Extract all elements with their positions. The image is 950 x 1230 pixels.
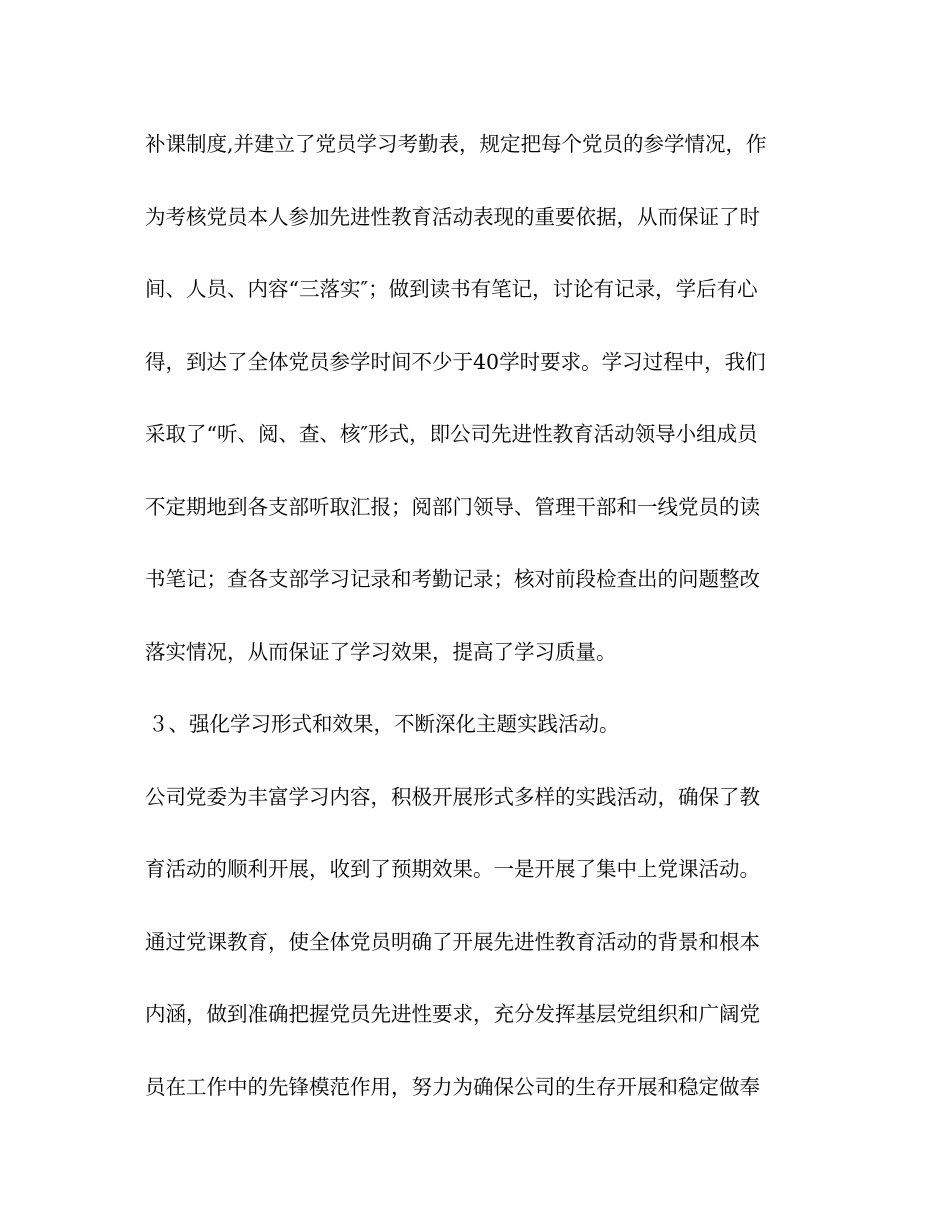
text-line-8: 落实情况，从而保证了学习效果，提高了学习质量。 (145, 640, 617, 664)
section-heading-3: ３、强化学习形式和效果，不断深化主题实践活动。 (148, 712, 620, 736)
text-line-12: 通过党课教育，使全体党员明确了开展先进性教育活动的背景和根本 (145, 930, 760, 954)
text-line-13: 内涵，做到准确把握党员先进性要求，充分发挥基层党组织和广阔党 (145, 1002, 760, 1026)
text-line-1: 补课制度,并建立了党员学习考勤表，规定把每个党员的参学情况，作 (145, 132, 767, 156)
text-line-7: 书笔记；查各支部学习记录和考勤记录；核对前段检查出的问题整改 (145, 567, 760, 591)
text-line-6: 不定期地到各支部听取汇报；阅部门领导、管理干部和一线党员的读 (145, 495, 760, 519)
text-line-11: 育活动的顺利开展，收到了预期效果。一是开展了集中上党课活动。 (145, 857, 760, 881)
text-line-2: 为考核党员本人参加先进性教育活动表现的重要依据，从而保证了时 (145, 205, 760, 229)
text-line-14: 员在工作中的先锋模范作用，努力为确保公司的生存开展和稳定做奉 (145, 1075, 760, 1099)
text-line-10: 公司党委为丰富学习内容，积极开展形式多样的实践活动，确保了教 (145, 785, 760, 809)
text-line-5: 采取了“听、阅、查、核″形式，即公司先进性教育活动领导小组成员 (145, 422, 758, 446)
text-line-3: 间、人员、内容“三落实″；做到读书有笔记，讨论有记录，学后有心 (145, 277, 758, 301)
text-line-4: 得，到达了全体党员参学时间不少于40学时要求。学习过程中，我们 (145, 350, 766, 374)
